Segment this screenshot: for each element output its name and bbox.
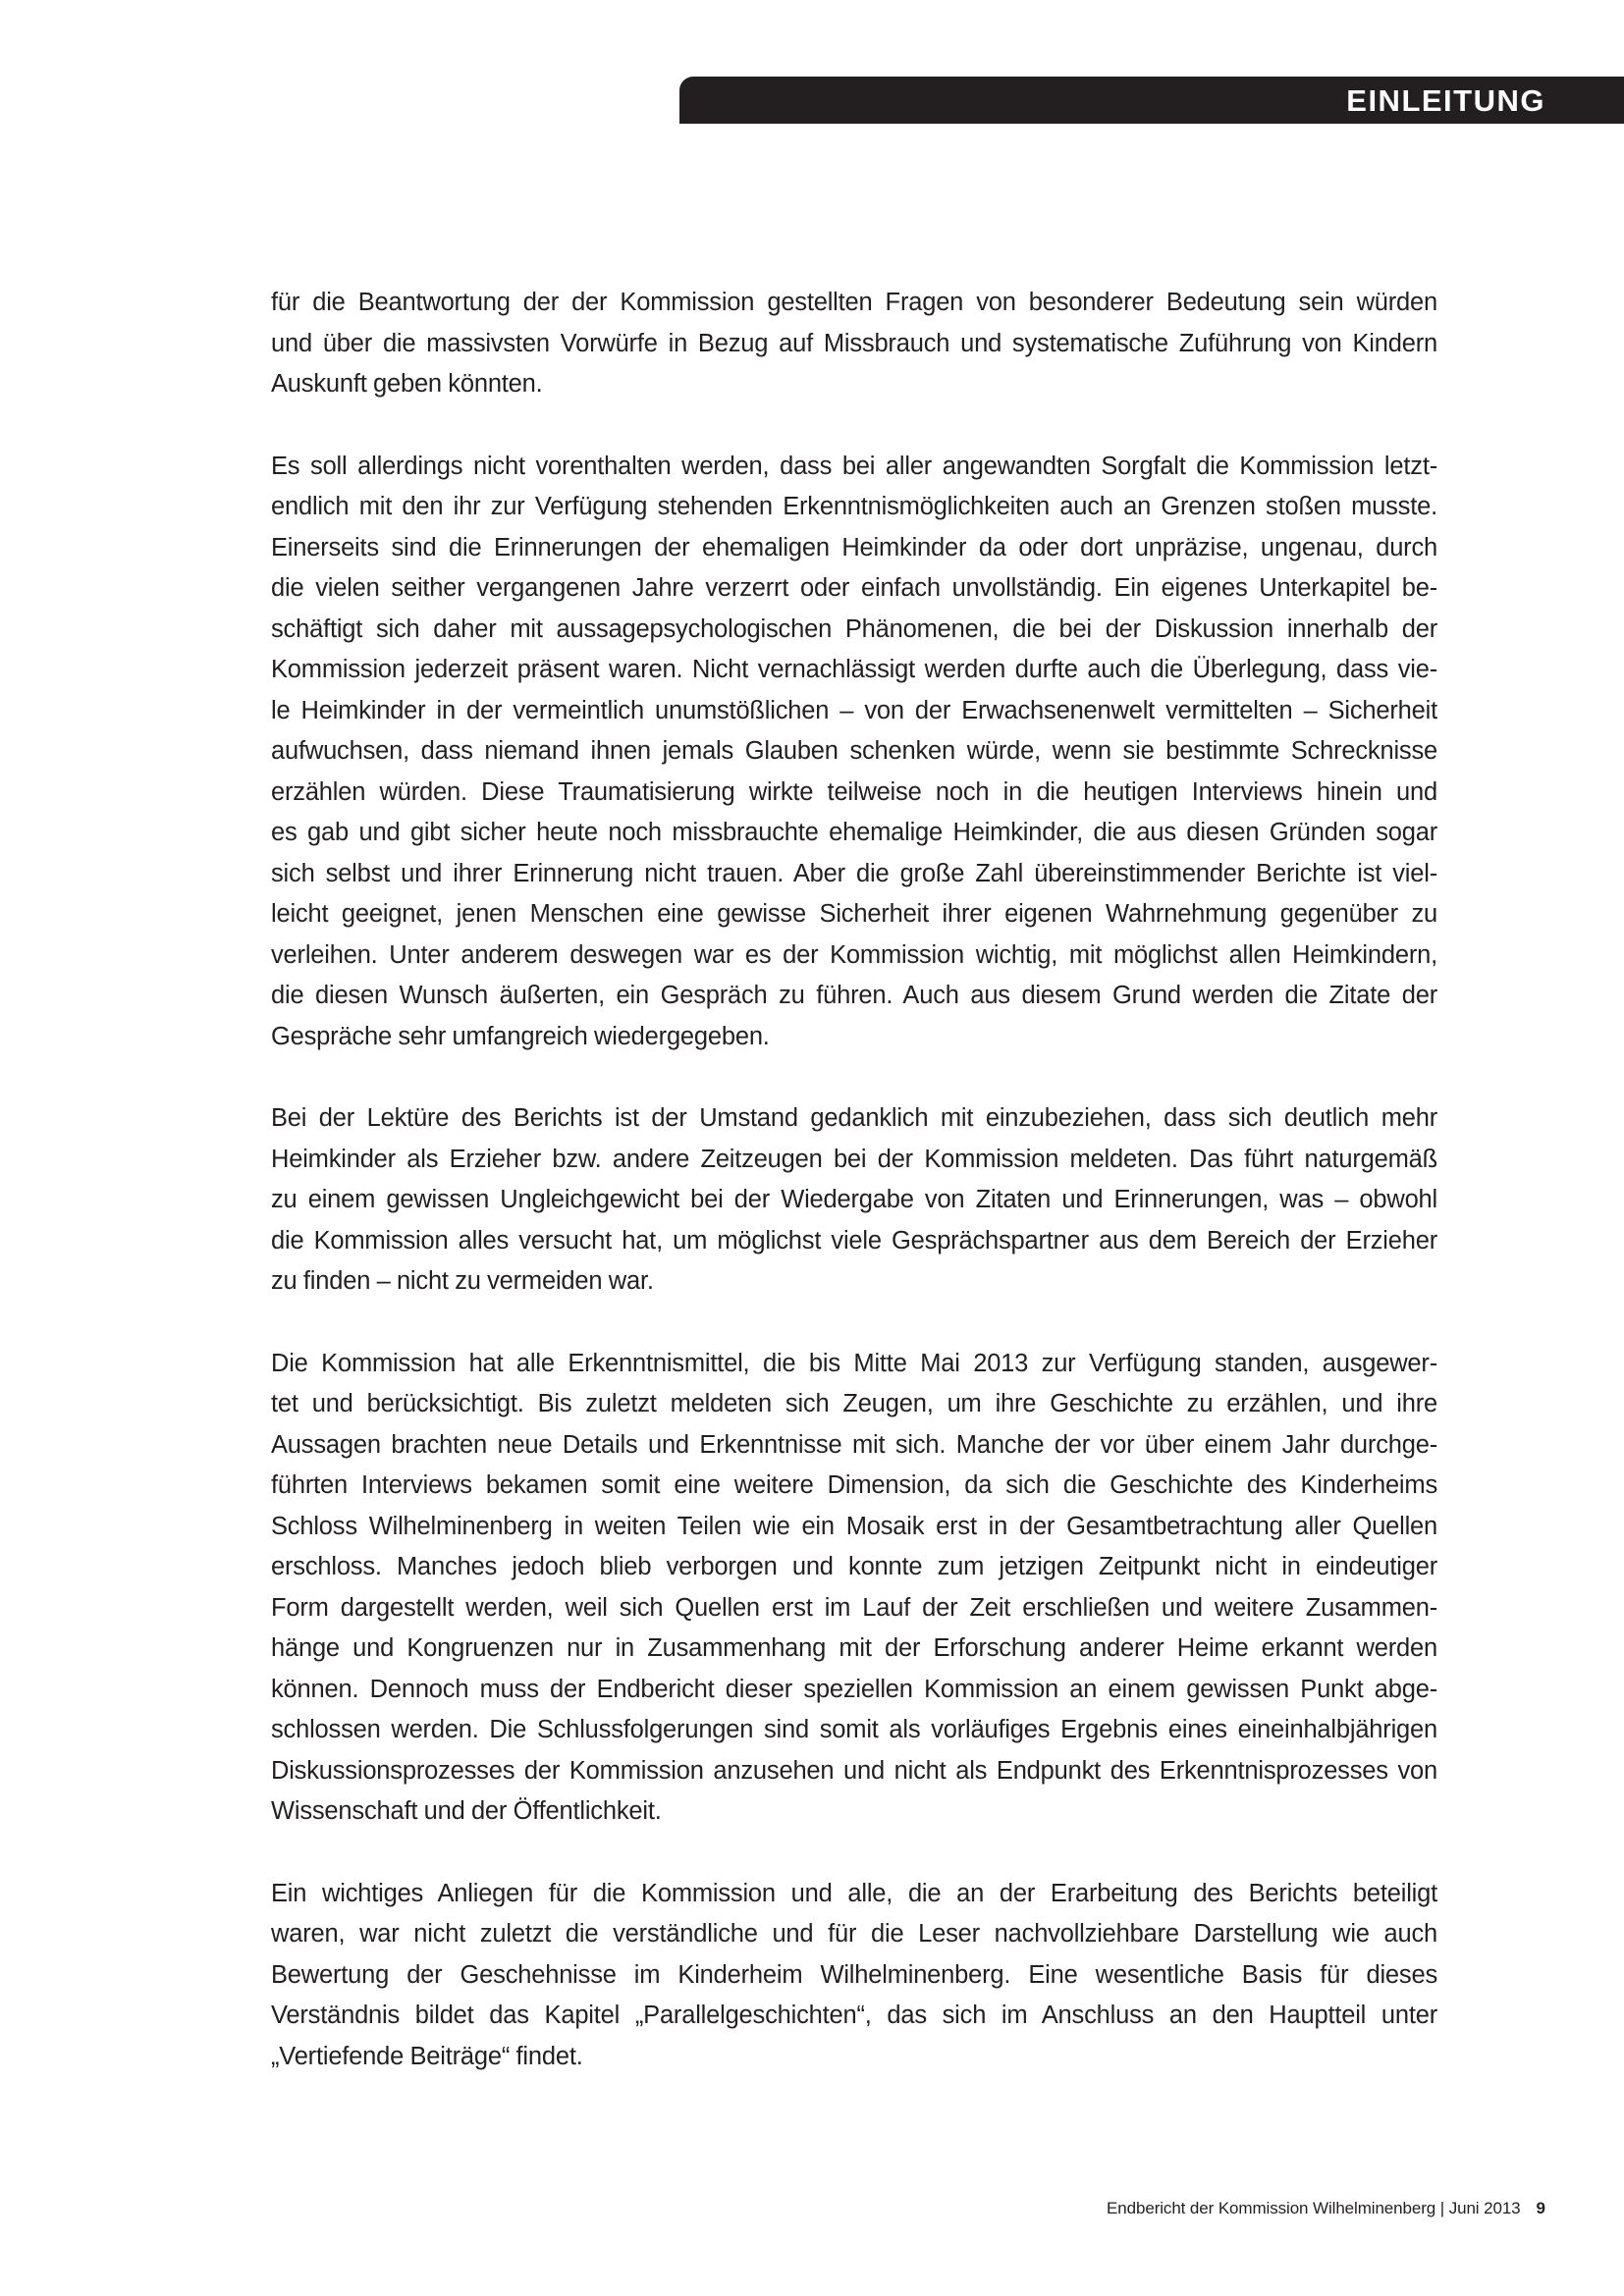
text-line: und über die massivsten Vorwürfe in Bezug auf Missbrauch und systematische Zuführung von Kindern — [271, 329, 1437, 357]
text-line: Die Kommission hat alle Erkenntnismittel, die bis Mitte Mai 2013 zur Verfügung standen, ausgewer- — [271, 1349, 1437, 1377]
page-number: 9 — [1536, 2199, 1545, 2217]
text-line: Kommission jederzeit präsent waren. Nicht vernachlässigt werden durfte auch die Überlegung, dass vie- — [271, 656, 1437, 683]
text-line: Gespräche sehr umfangreich wiedergegeben. — [271, 1022, 770, 1050]
text-line: Ein wichtiges Anliegen für die Kommission und alle, die an der Erarbeitung des Berichts beteiligt — [271, 1879, 1437, 1907]
text-line: die vielen seither vergangenen Jahre verzerrt oder einfach unvollständig. Ein eigenes Unterkapitel be- — [271, 574, 1437, 602]
paragraph — [271, 283, 1437, 405]
text-line: Verständnis bildet das Kapitel „Parallelgeschichten“, das sich im Anschluss an den Hauptteil unter — [271, 2002, 1437, 2029]
text-line: hänge und Kongruenzen nur in Zusammenhang mit der Erforschung anderer Heime erkannt werden — [271, 1634, 1437, 1662]
text-line: aufwuchsen, dass niemand ihnen jemals Glauben schenken würde, wenn sie bestimmte Schrecknisse — [271, 737, 1437, 765]
text-line: Schloss Wilhelminenberg in weiten Teilen wie ein Mosaik erst in der Gesamtbetrachtung aller Quellen — [271, 1512, 1437, 1540]
text-line: tet und berücksichtigt. Bis zuletzt meldeten sich Zeugen, um ihre Geschichte zu erzählen, und ihre — [271, 1390, 1437, 1417]
text-line: leicht geeignet, jenen Menschen eine gewisse Sicherheit ihrer eigenen Wahrnehmung gegenüber zu — [271, 900, 1437, 928]
text-line: Form dargestellt werden, weil sich Quellen erst im Lauf der Zeit erschließen und weitere Zusammen- — [271, 1593, 1437, 1622]
text-line: Aussagen brachten neue Details und Erkenntnisse mit sich. Manche der vor über einem Jahr durchge- — [271, 1430, 1437, 1459]
text-line: Wissenschaft und der Öffentlichkeit. — [271, 1797, 662, 1825]
text-line: Bewertung der Geschehnisse im Kinderheim Wilhelminenberg. Eine wesentliche Basis für dieses — [271, 1960, 1437, 1989]
text-line: können. Dennoch muss der Endbericht dieser speziellen Kommission an einem gewissen Punkt abge- — [271, 1675, 1437, 1703]
text-line: Bei der Lektüre des Berichts ist der Umstand gedanklich mit einzubeziehen, dass sich deutlich mehr — [271, 1104, 1437, 1132]
text-line: führten Interviews bekamen somit eine weitere Dimension, da sich die Geschichte des Kinderheims — [271, 1471, 1437, 1499]
text-line: es gab und gibt sicher heute noch missbrauchte ehemalige Heimkinder, die aus diesen Gründen sogar — [271, 819, 1437, 846]
text-line: Einerseits sind die Erinnerungen der ehemaligen Heimkinder da oder dort unpräzise, ungenau, durch — [271, 533, 1437, 561]
paragraph — [271, 447, 1437, 1058]
text-line: Heimkinder als Erzieher bzw. andere Zeitzeugen bei der Kommission meldeten. Das führt naturgemäß — [271, 1145, 1437, 1173]
text-line: verleihen. Unter anderem deswegen war es der Kommission wichtig, mit möglichst allen Heimkindern, — [271, 940, 1437, 969]
text-line: sich selbst und ihrer Erinnerung nicht trauen. Aber die große Zahl übereinstimmender Berichte ist viel- — [271, 859, 1437, 887]
text-line: erzählen würden. Diese Traumatisierung wirkte teilweise noch in die heutigen Interviews hinein und — [271, 777, 1437, 806]
running-title: Endbericht der Kommission Wilhelminenberg | Juni 2013 — [1107, 2199, 1521, 2217]
text-line: waren, war nicht zuletzt die verständliche und für die Leser nachvollziehbare Darstellung wie auch — [271, 1920, 1437, 1948]
text-line: Es soll allerdings nicht vorenthalten werden, dass bei aller angewandten Sorgfalt die Kommission letzt- — [271, 452, 1437, 480]
text-line: für die Beantwortung der der Kommission gestellten Fragen von besonderer Bedeutung sein würden — [271, 289, 1437, 316]
paragraph — [271, 1344, 1437, 1833]
text-line: die diesen Wunsch äußerten, ein Gespräch zu führen. Auch aus diesem Grund werden die Zitate der — [271, 982, 1437, 1009]
text-line: schäftigt sich daher mit aussagepsychologischen Phänomenen, die bei der Diskussion innerhalb der — [271, 614, 1437, 643]
paragraph — [271, 1874, 1437, 2078]
text-line: endlich mit den ihr zur Verfügung stehenden Erkenntnismöglichkeiten auch an Grenzen stoßen musste. — [271, 493, 1437, 520]
page-footer — [1107, 2199, 1545, 2218]
text-line: erschloss. Manches jedoch blieb verborgen und konnte zum jetzigen Zeitpunkt nicht in eindeutiger — [271, 1553, 1437, 1580]
section-title: EINLEITUNG — [1346, 83, 1545, 118]
text-line: Diskussionsprozesses der Kommission anzusehen und nicht als Endpunkt des Erkenntnisprozesses von — [271, 1756, 1437, 1785]
text-line: die Kommission alles versucht hat, um möglichst viele Gesprächspartner aus dem Bereich der Erzieher — [271, 1226, 1437, 1255]
section-header-bar — [679, 77, 1624, 124]
body-text — [271, 283, 1437, 2118]
text-line: „Vertiefende Beiträge“ findet. — [271, 2042, 583, 2070]
text-line: le Heimkinder in der vermeintlich unumstößlichen – von der Erwachsenenwelt vermittelten – Sicherheit — [271, 696, 1437, 724]
text-line: schlossen werden. Die Schlussfolgerungen sind somit als vorläufiges Ergebnis eines eineinhalbjährigen — [271, 1716, 1437, 1743]
text-line: zu einem gewissen Ungleichgewicht bei der Wiedergabe von Zitaten und Erinnerungen, was – obwohl — [271, 1186, 1437, 1213]
paragraph — [271, 1098, 1437, 1303]
text-line: zu finden – nicht zu vermeiden war. — [271, 1267, 654, 1295]
text-line: Auskunft geben könnten. — [271, 370, 543, 398]
